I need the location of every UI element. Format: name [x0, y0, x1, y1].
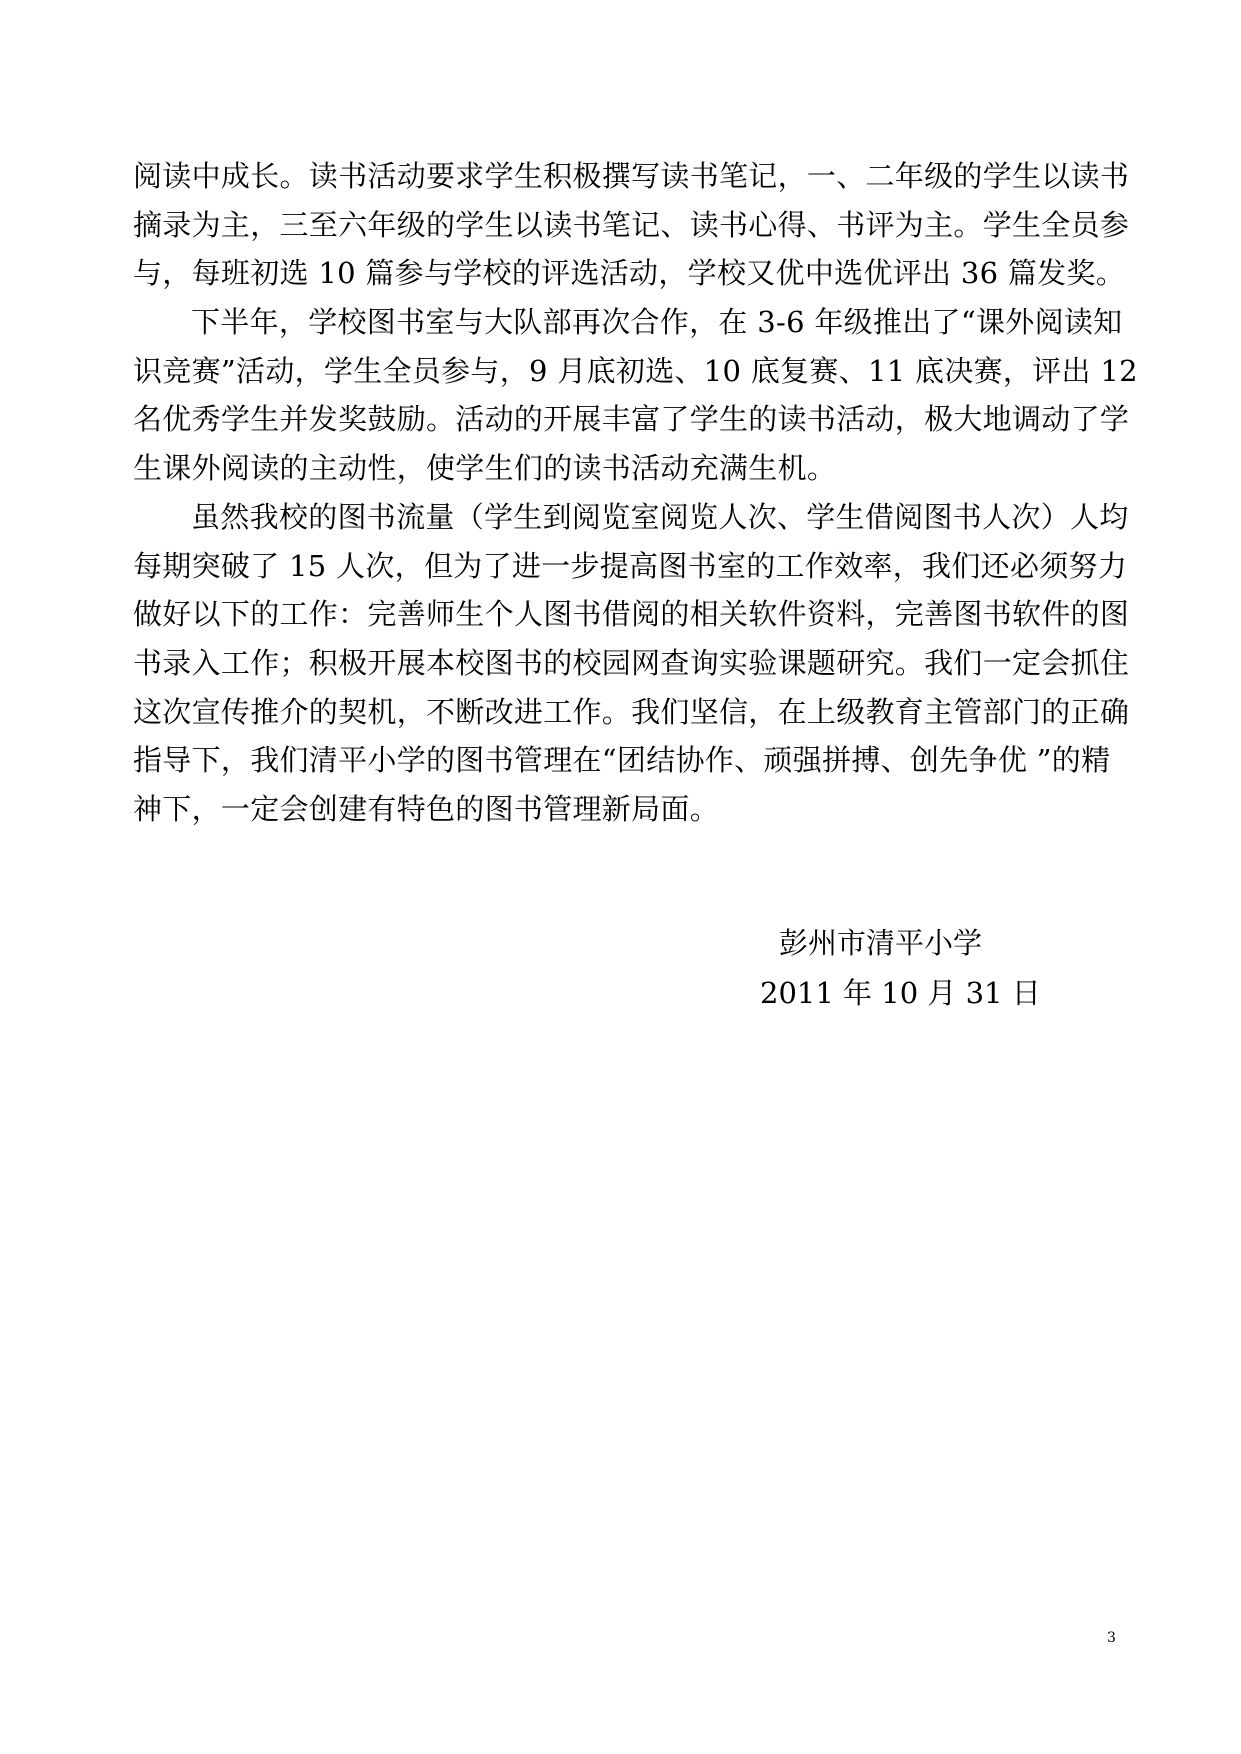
text-line: 书录入工作；积极开展本校图书的校园网查询实验课题研究。我们一定会抓住 [133, 645, 1130, 680]
text-line: 这次宣传推介的契机，不断改进工作。我们坚信，在上级教育主管部门的正确 [133, 694, 1130, 729]
report-body [133, 152, 1138, 834]
paragraph-reading-notes [133, 152, 1130, 298]
text-line: 生课外阅读的主动性，使学生们的读书活动充满生机。 [133, 451, 837, 486]
text-line: 阅读中成长。读书活动要求学生积极撰写读书笔记，一、二年级的学生以读书 [133, 159, 1130, 193]
text-line: 与，每班初选 10 篇参与学校的评选活动，学校又优中选优评出 36 篇发奖。 [133, 256, 1126, 291]
text-line: 做好以下的工作：完善师生个人图书借阅的相关软件资料，完善图书软件的图 [133, 597, 1130, 632]
text-line: 名优秀学生并发奖鼓励。活动的开展丰富了学生的读书活动，极大地调动了学 [133, 402, 1130, 437]
text-line: 下半年，学校图书室与大队部再次合作，在 3-6 年级推出了“课外阅读知 [191, 305, 1123, 340]
signature-organization: 彭州市清平小学 [779, 926, 983, 960]
paragraph-second-half-year [133, 298, 1138, 493]
text-line: 识竞赛”活动，学生全员参与，9 月底初选、10 底复赛、11 底决赛，评出 12 [133, 353, 1138, 388]
text-line: 虽然我校的图书流量（学生到阅览室阅览人次、学生借阅图书人次）人均 [191, 499, 1129, 534]
text-line: 指导下，我们清平小学的图书管理在“团结协作、顽强拼搏、创先争优 ”的精 [133, 743, 1111, 778]
text-line: 每期突破了 15 人次，但为了进一步提高图书室的工作效率，我们还必须努力 [133, 548, 1128, 583]
signature-date: 2011 年 10 月 31 日 [760, 976, 1041, 1010]
signature-block [760, 918, 1060, 1018]
paragraph-future-work [133, 493, 1130, 834]
text-line: 摘录为主，三至六年级的学生以读书笔记、读书心得、书评为主。学生全员参 [133, 207, 1130, 242]
text-line: 神下，一定会创建有特色的图书管理新局面。 [133, 791, 720, 826]
page-number: 3 [1107, 1630, 1116, 1646]
